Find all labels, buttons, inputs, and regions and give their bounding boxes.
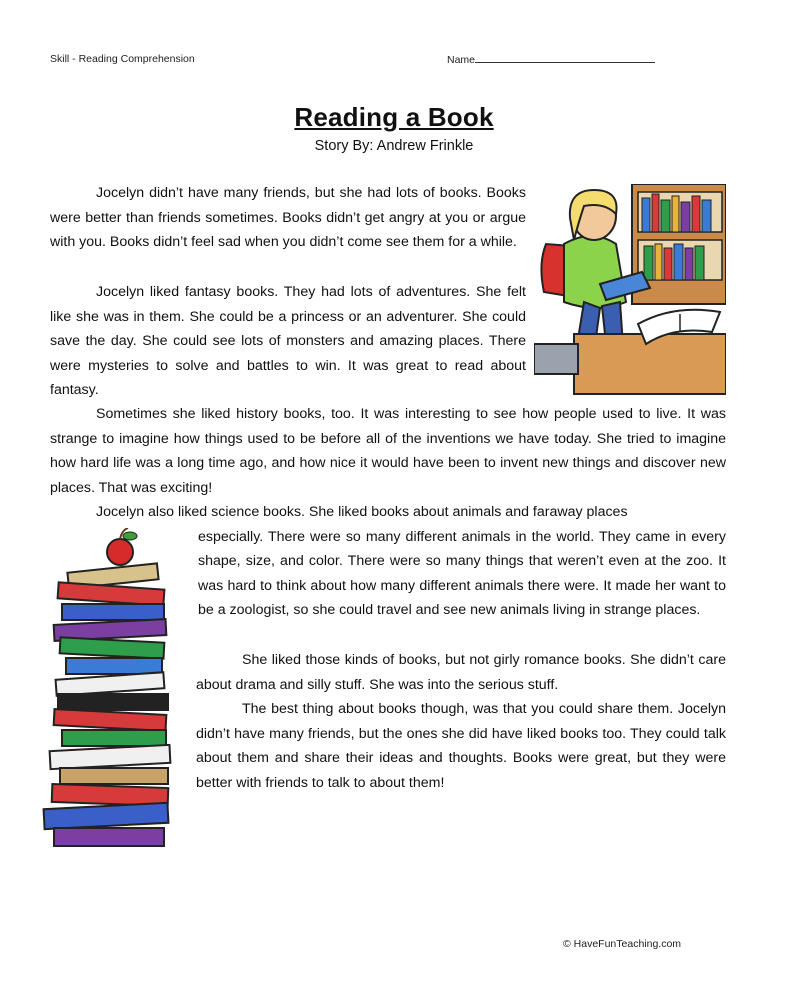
- name-label: Name: [447, 54, 476, 66]
- author-byline: Story By: Andrew Frinkle: [314, 138, 474, 154]
- paragraph-1: Jocelyn didn’t have many friends, but she had lots of books. Books were better than friends sometimes. Books didn’t get angry at you or argue with you. Books didn’t feel sad when you didn’t come see them for a while.: [50, 185, 526, 251]
- page-title: Reading a Book: [294, 102, 494, 132]
- name-line[interactable]: [475, 53, 655, 63]
- paragraph-3: Sometimes she liked history books, too. It was interesting to see how people used to live. It was strange to imagine how things used to be before all of the inventions we have today. She tried to imagine how hard life was a long time ago, and how nice it would have been to invent new things and discover new places. That was exciting!: [50, 406, 726, 496]
- paragraph-6: The best thing about books though, was that you could share them. Jocelyn didn’t have many friends, but the ones she did have liked books too. They could talk about them and share their ideas and thoughts. Books were great, but they were better with friends to talk to about them!: [196, 701, 726, 791]
- paragraph-4-continued: especially. There were so many different animals in the world. They came in every shape, size, and color. There were so many things that weren’t even at the zoo. It was hard to think about how many different animals there were. It made her want to be a zoologist, so she could travel and see new animals living in strange places.: [198, 528, 726, 619]
- book-stack-illustration: [40, 528, 188, 858]
- girl-reading-illustration: [534, 184, 726, 396]
- skill-label: Skill - Reading Comprehension: [50, 53, 195, 65]
- paragraph-4-first-line: Jocelyn also liked science books. She liked books about animals and faraway places: [96, 504, 628, 520]
- paragraph-5: She liked those kinds of books, but not girly romance books. She didn’t care about drama and silly stuff. She was into the serious stuff.: [196, 652, 726, 693]
- name-field[interactable]: [447, 53, 655, 66]
- paragraph-2: Jocelyn liked fantasy books. They had lots of adventures. She felt like she was in them. She could be a princess or an adventurer. She could save the day. She could see lots of monsters and amazing places. There were mysteries to solve and battles to win. It was great to read about fantasy.: [50, 284, 526, 399]
- copyright-footer: © HaveFunTeaching.com: [563, 938, 682, 950]
